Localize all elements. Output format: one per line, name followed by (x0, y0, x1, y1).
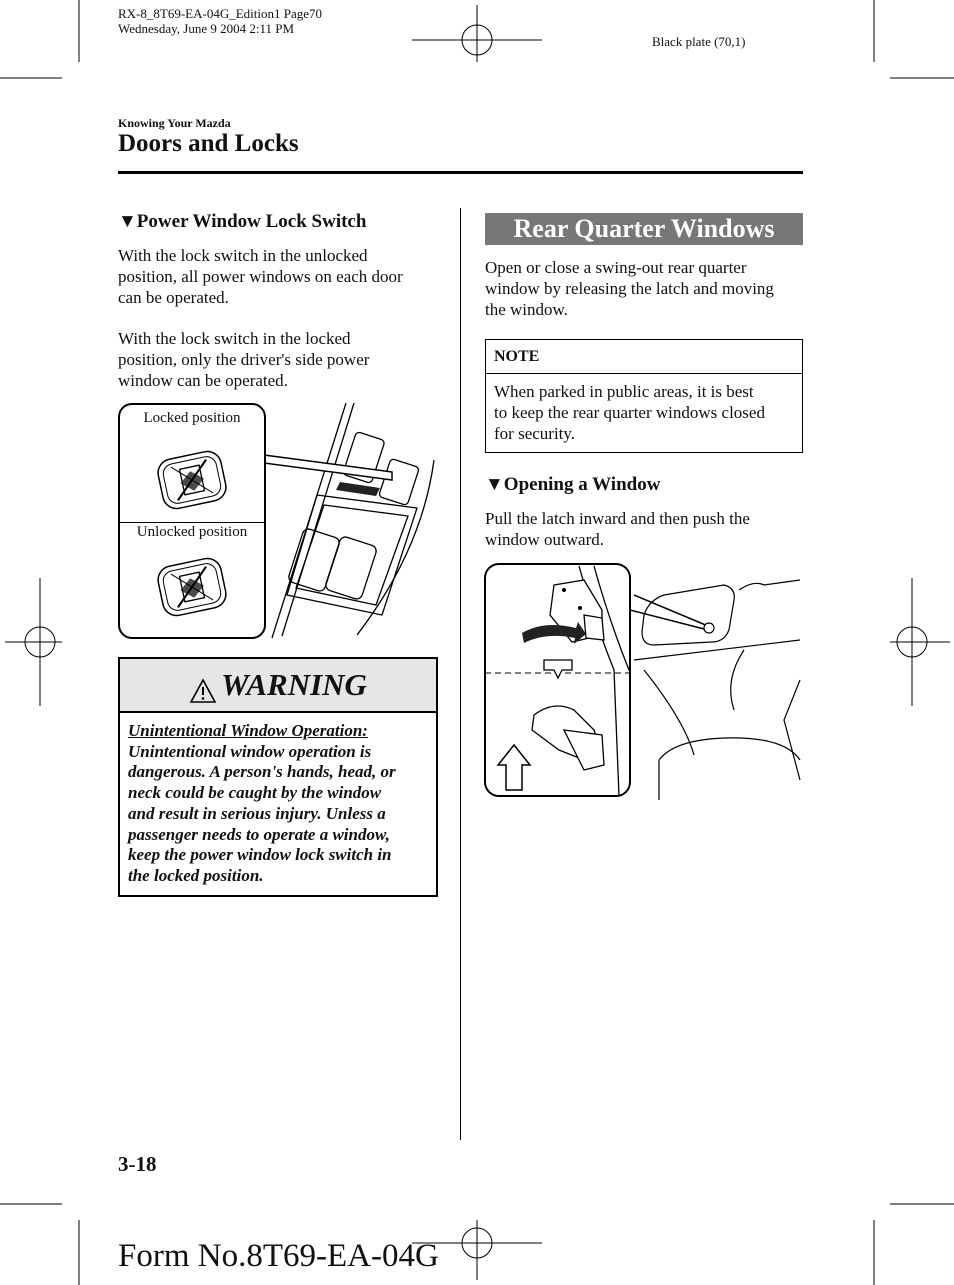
unlocked-position-label: Unlocked position (136, 524, 248, 540)
note-line: to keep the rear quarter windows closed (494, 403, 765, 422)
warning-body (120, 713, 436, 895)
form-number: Form No.8T69-EA-04G (118, 1238, 439, 1274)
text-line: position, all power windows on each door (118, 267, 403, 286)
warning-triangle-icon (189, 678, 217, 704)
note-line: for security. (494, 424, 576, 443)
text-line: Pull the latch inward and then push the (485, 509, 750, 528)
warning-line: keep the power window lock switch in (128, 845, 392, 865)
text-line: Open or close a swing-out rear quarter (485, 258, 747, 277)
locked-position-label: Locked position (143, 410, 241, 426)
text-line: With the lock switch in the locked (118, 329, 351, 348)
text-line: position, only the driver's side power (118, 350, 370, 369)
page-number: 3-18 (118, 1152, 157, 1176)
warning-line: the locked position. (128, 865, 264, 885)
note-box (485, 339, 803, 453)
text-line: the window. (485, 300, 568, 319)
warning-heading: WARNING (221, 667, 367, 702)
note-body (486, 374, 802, 451)
rear-quarter-windows-heading: Rear Quarter Windows (485, 213, 803, 245)
callout-divider (120, 522, 264, 523)
opening-window-paragraph (485, 508, 750, 550)
text-line: window by releasing the latch and moving (485, 279, 774, 298)
note-line: When parked in public areas, it is best (494, 382, 754, 401)
text-line: window can be operated. (118, 371, 288, 390)
power-window-lock-heading: ▼Power Window Lock Switch (118, 211, 367, 232)
lock-switch-callout (118, 403, 266, 639)
text-line: With the lock switch in the unlocked (118, 246, 368, 265)
warning-line: and result in serious injury. Unless a (128, 803, 386, 823)
lock-switch-unlocked-icon (152, 552, 232, 622)
section-label: Knowing Your Mazda (118, 116, 231, 130)
warning-line: passenger needs to operate a window, (128, 824, 390, 844)
warning-line: neck could be caught by the window (128, 783, 382, 803)
warning-header (120, 659, 436, 713)
rear-quarter-latch-illustration (484, 560, 804, 800)
print-meta-line2: Wednesday, June 9 2004 2:11 PM (118, 21, 295, 36)
plate-label: Black plate (70,1) (652, 34, 746, 49)
lock-switch-locked-icon (152, 445, 232, 515)
print-meta-line1: RX-8_8T69-EA-04G_Edition1 Page70 (118, 6, 323, 21)
print-metadata (118, 6, 322, 36)
warning-box (118, 657, 438, 897)
warning-title: Unintentional Window Operation: (128, 721, 368, 740)
rear-quarter-intro (485, 257, 774, 320)
warning-line: dangerous. A person's hands, head, or (128, 762, 396, 782)
lock-switch-paragraph-1 (118, 245, 403, 308)
page-title: Doors and Locks (118, 130, 299, 157)
door-switch-panel-illustration (262, 400, 462, 640)
title-rule (118, 171, 803, 174)
note-heading: NOTE (486, 340, 802, 374)
text-line: can be operated. (118, 288, 229, 307)
text-line: window outward. (485, 530, 604, 549)
column-divider (460, 208, 461, 1140)
lock-switch-paragraph-2 (118, 328, 369, 391)
warning-line: Unintentional window operation is (128, 741, 372, 761)
opening-window-heading: ▼Opening a Window (485, 474, 661, 495)
